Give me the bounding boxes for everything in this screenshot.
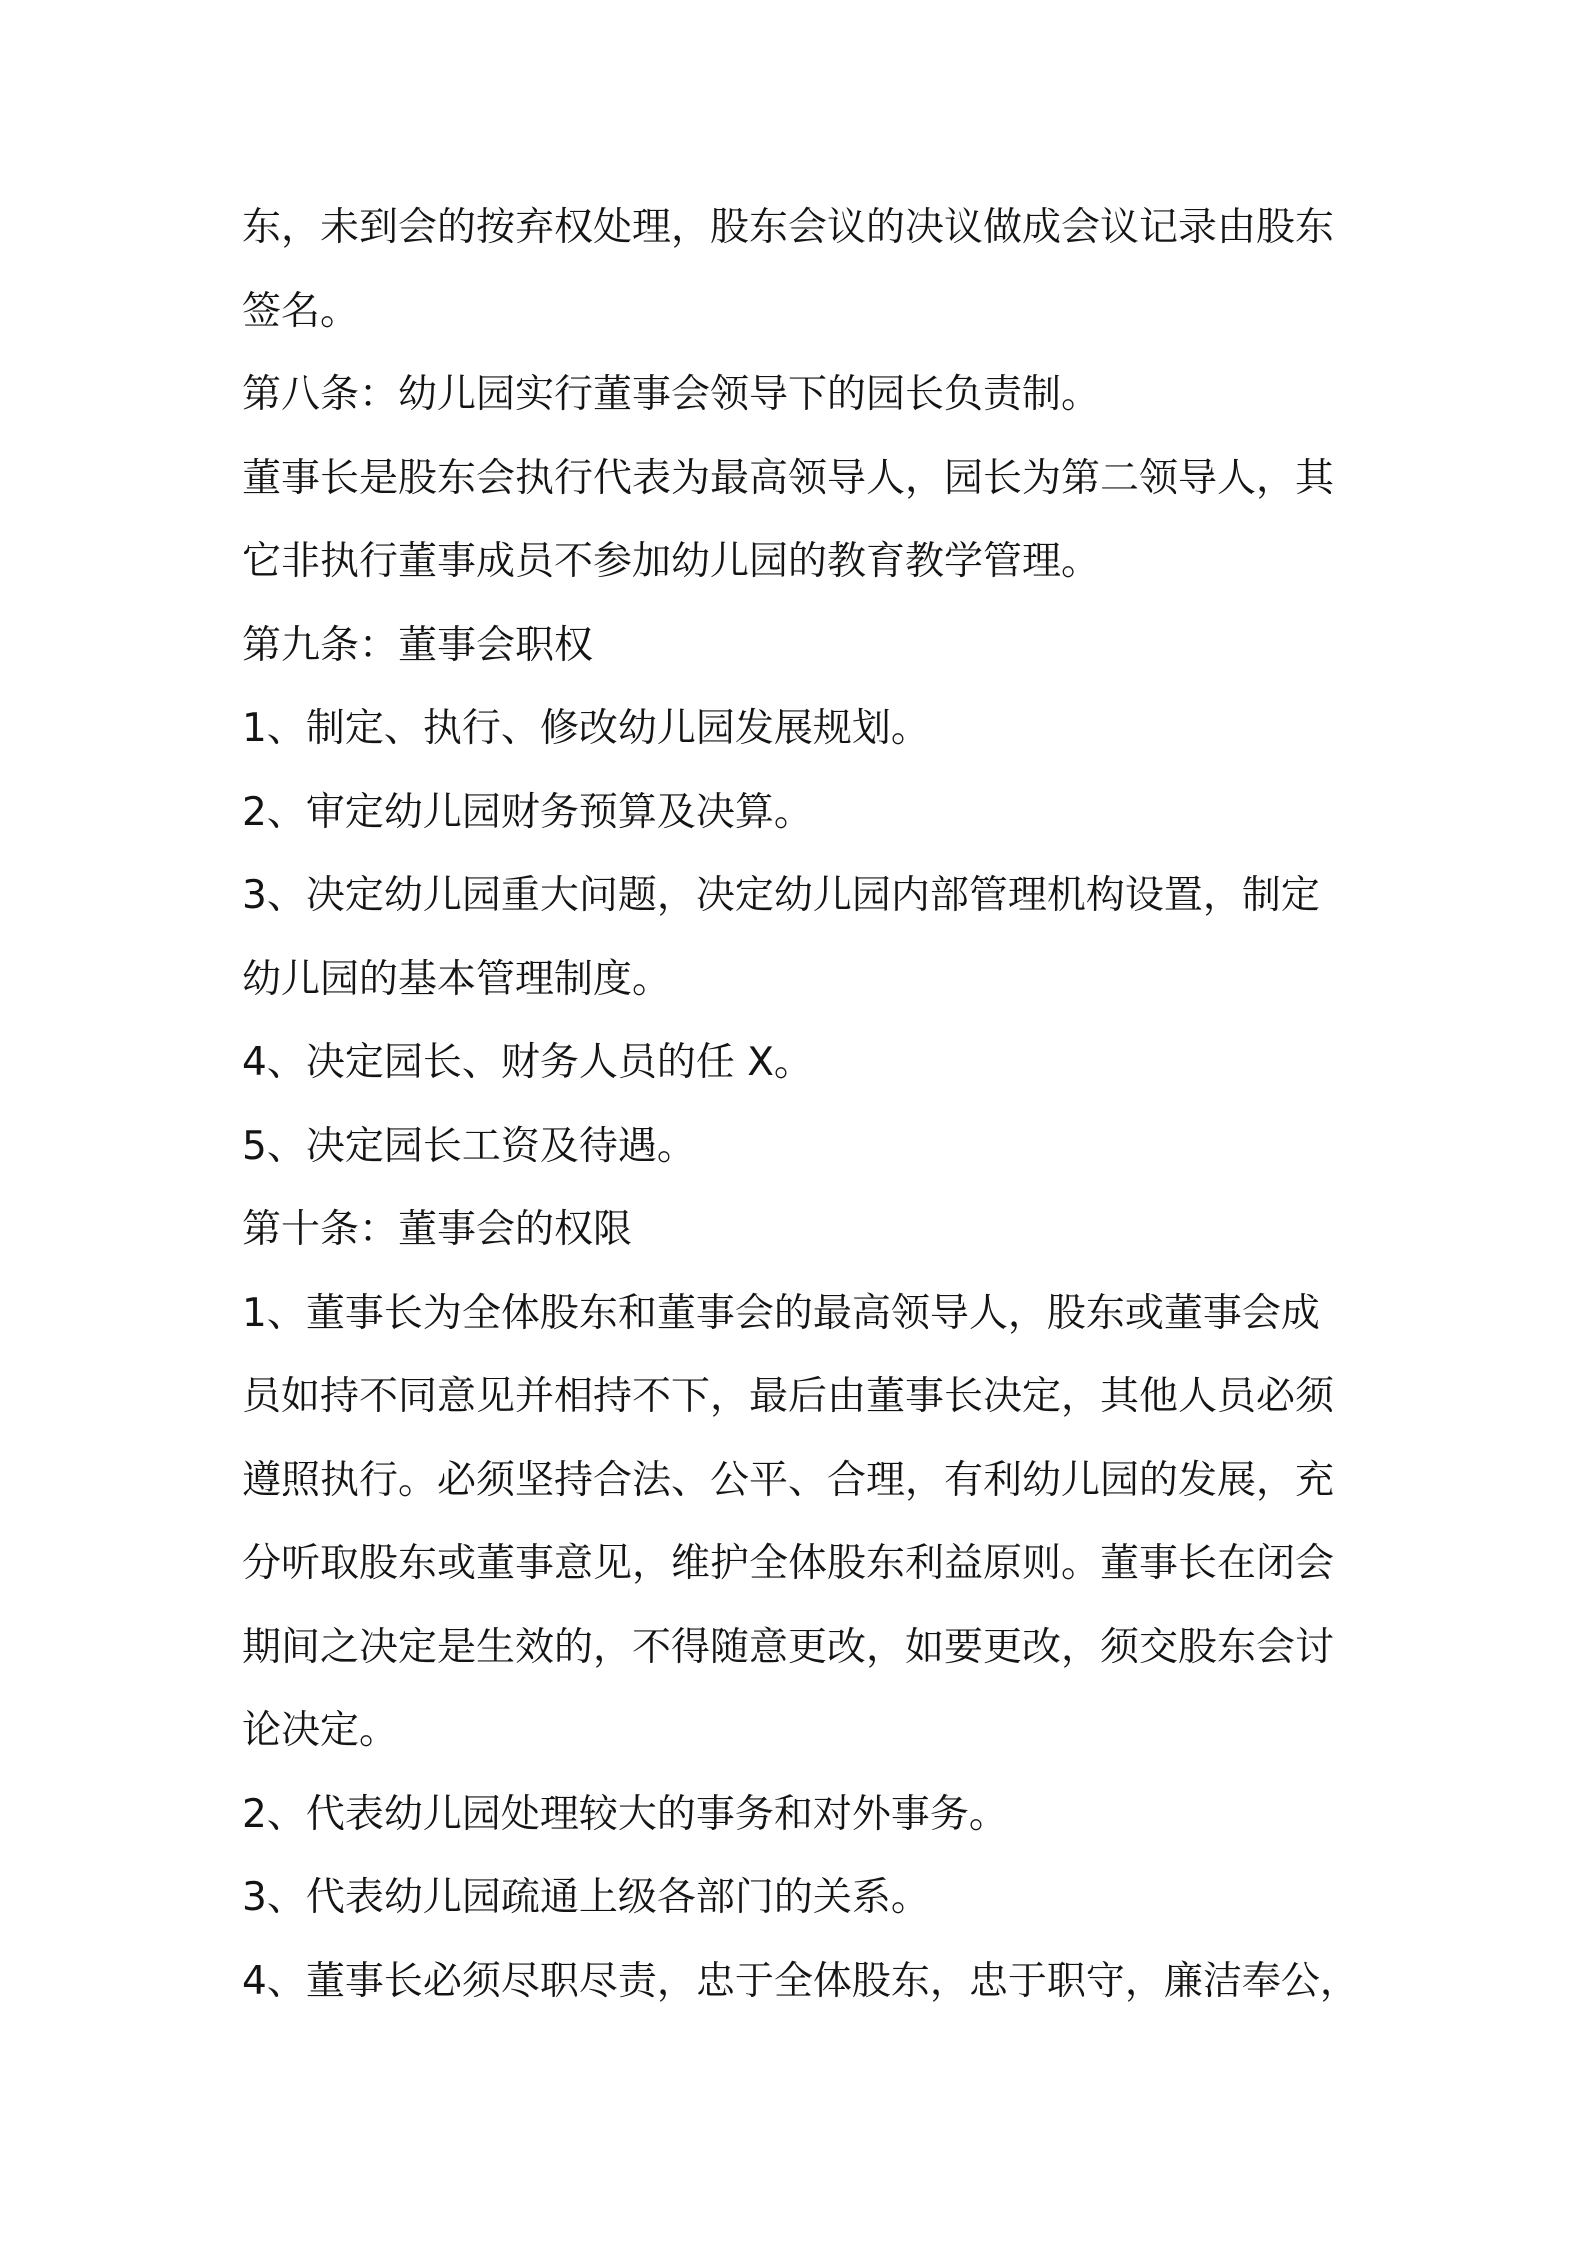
list-item-continuation: 分听取股东或董事意见，维护全体股东利益原则。董事长在闭会 bbox=[242, 1541, 1335, 1586]
list-item-continuation: 幼儿园的基本管理制度。 bbox=[242, 956, 672, 1002]
list-item-continuation: 遵照执行。必须坚持合法、公平、合理，有利幼儿园的发展，充 bbox=[242, 1457, 1335, 1503]
list-item: 2、代表幼儿园处理较大的事务和对外事务。 bbox=[242, 1791, 1008, 1837]
article-heading: 第十条：董事会的权限 bbox=[242, 1207, 633, 1252]
list-item: 1、制定、执行、修改幼儿园发展规划。 bbox=[242, 706, 930, 751]
list-item: 3、决定幼儿园重大问题，决定幼儿园内部管理机构设置，制定 bbox=[242, 873, 1320, 918]
list-item-continuation: 员如持不同意见并相持不下，最后由董事长决定，其他人员必须 bbox=[242, 1374, 1335, 1419]
text-line: 它非执行董事成员不参加幼儿园的教育教学管理。 bbox=[242, 539, 1101, 584]
document-body bbox=[242, 186, 1362, 2023]
list-item: 4、董事长必须尽职尽责，忠于全体股东，忠于职守，廉洁奉公， bbox=[242, 1958, 1359, 2004]
list-item: 4、决定园长、财务人员的任 X。 bbox=[242, 1040, 813, 1085]
list-item-continuation: 期间之决定是生效的，不得随意更改，如要更改，须交股东会讨 bbox=[242, 1624, 1335, 1670]
text-line: 董事长是股东会执行代表为最高领导人，园长为第二领导人，其 bbox=[242, 455, 1335, 501]
article-heading: 第八条：幼儿园实行董事会领导下的园长负责制。 bbox=[242, 372, 1101, 417]
list-item: 5、决定园长工资及待遇。 bbox=[242, 1123, 696, 1169]
list-item-continuation: 论决定。 bbox=[242, 1708, 399, 1753]
text-line: 东，未到会的按弃权处理，股东会议的决议做成会议记录由股东 bbox=[242, 205, 1335, 250]
text-line: 签名。 bbox=[242, 288, 360, 334]
list-item: 1、董事长为全体股东和董事会的最高领导人，股东或董事会成 bbox=[242, 1290, 1320, 1336]
list-item: 3、代表幼儿园疏通上级各部门的关系。 bbox=[242, 1875, 930, 1920]
article-heading: 第九条：董事会职权 bbox=[242, 622, 594, 668]
list-item: 2、审定幼儿园财务预算及决算。 bbox=[242, 789, 813, 835]
